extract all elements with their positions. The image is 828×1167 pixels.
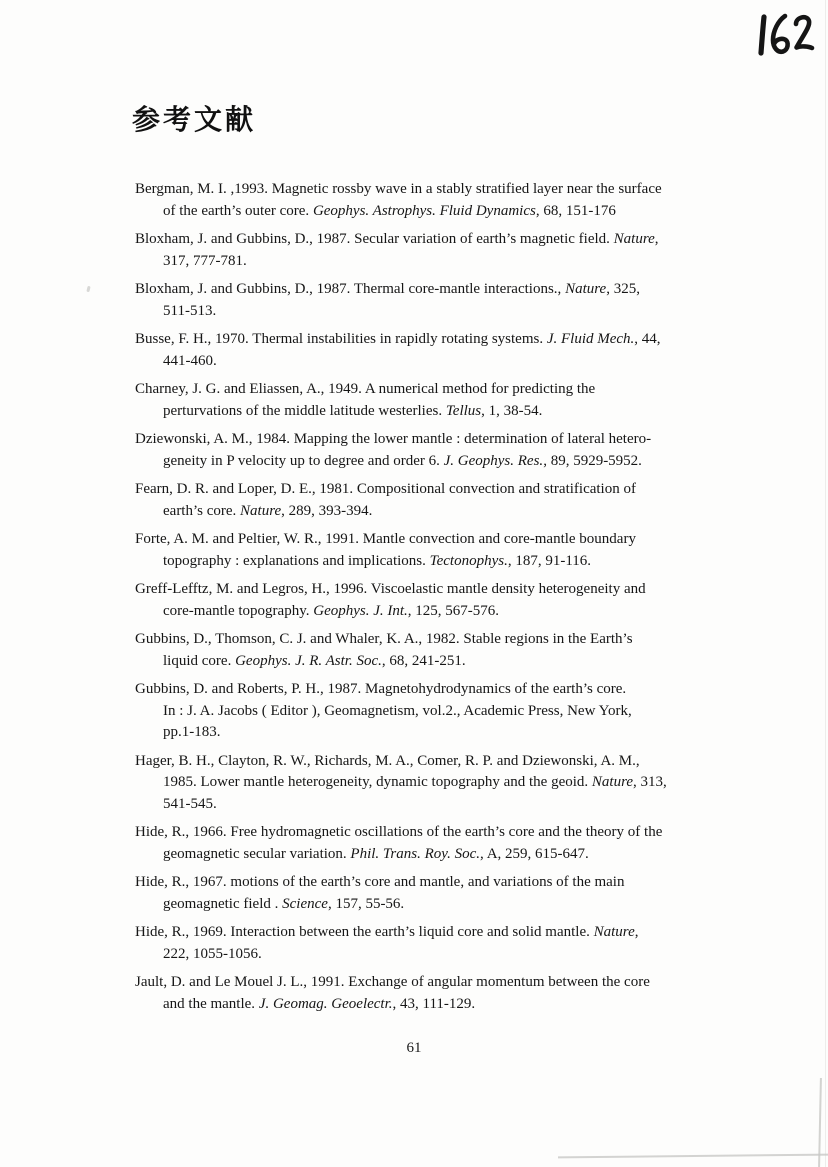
reference-item [135,529,747,572]
reference-text: , 125, 567-576. [407,602,500,619]
reference-line-continuation [163,251,747,273]
reference-text: Fearn, D. R. and Loper, D. E., 1981. Compositional convection and stratification of [135,481,636,497]
reference-text: geneity in P velocity up to degree and order 6. [163,452,444,469]
reference-text: of the earth’s outer core. [163,202,313,219]
reference-item [135,379,747,422]
reference-text: , A, 259, 615-647. [480,845,589,862]
reference-text: , 313, [633,774,667,790]
reference-line-first [135,229,747,251]
reference-text: , 157, 55-56. [327,895,405,912]
reference-item [135,872,747,915]
reference-text: earth’s core. [163,502,241,519]
handwritten-page-number [748,10,820,62]
reference-line-continuation [163,301,747,323]
reference-item [135,279,747,322]
reference-text: Charney, J. G. and Eliassen, A., 1949. A numerical method for predicting the [135,381,596,397]
reference-text: , 44, [634,331,661,347]
journal-name: Nature [240,502,282,519]
reference-text: , [634,924,639,940]
reference-line-continuation [163,794,747,816]
journal-name: Geophys. Astrophys. Fluid Dynamics [312,202,536,219]
scan-artifact-speck [86,286,90,293]
reference-item [135,629,747,672]
reference-text: Gubbins, D. and Roberts, P. H., 1987. Magnetohydrodynamics of the earth’s core. [135,681,627,697]
reference-text: , 1, 38-54. [481,402,543,419]
journal-name: Nature [613,231,655,247]
reference-text: 222, 1055-1056. [163,945,262,962]
reference-text: core-mantle topography. [163,602,314,619]
reference-line-first [135,379,747,401]
reference-text: 317, 777-781. [163,252,247,269]
journal-name: Geophys. J. R. Astr. Soc. [235,652,382,669]
reference-line-first [135,822,747,844]
journal-name: J. Geomag. Geoelectr. [258,995,393,1012]
reference-line-continuation [163,722,747,744]
reference-text: , 43, 111-129. [392,995,476,1012]
reference-text: Jault, D. and Le Mouel J. L., 1991. Exchange of angular momentum between the core [135,974,650,990]
reference-text: , 325, [606,281,640,297]
reference-text: topography : explanations and implications. [163,552,430,569]
reference-item [135,229,747,272]
reference-text: , [654,231,659,247]
reference-line-first [135,479,747,501]
reference-line-first [135,179,747,201]
reference-line-first [135,972,747,994]
reference-line-continuation [163,501,747,523]
scan-artifact-right-edge [825,0,826,1167]
reference-text: liquid core. [163,652,236,669]
journal-name: Nature [593,924,635,940]
reference-line-first [135,329,747,351]
reference-text: , 68, 151-176 [535,202,616,219]
reference-line-continuation [163,894,747,916]
reference-line-continuation [163,401,747,423]
reference-text: Busse, F. H., 1970. Thermal instabilities in rapidly rotating systems. [135,331,547,347]
reference-item [135,179,747,222]
reference-text: Bergman, M. I. ,1993. Magnetic rossby wave in a stably stratified layer near the surface [135,181,662,197]
journal-name: Tectonophys. [429,552,508,569]
reference-line-continuation [163,651,747,673]
reference-text: perturvations of the middle latitude westerlies. [163,402,446,419]
reference-text: Hide, R., 1966. Free hydromagnetic oscillations of the earth’s core and the theory of the [135,824,663,840]
reference-line-continuation [163,601,747,623]
journal-name: Geophys. J. Int. [313,602,408,619]
reference-line-first [135,751,747,773]
reference-text: In : J. A. Jacobs ( Editor ), Geomagnetism, vol.2., Academic Press, New York, [163,702,632,719]
reference-line-continuation [163,701,747,723]
reference-text: Dziewonski, A. M., 1984. Mapping the lower mantle : determination of lateral hetero- [135,431,652,447]
reference-text: 541-545. [163,795,217,812]
reference-line-continuation [163,994,747,1016]
reference-line-continuation [163,844,747,866]
scan-artifact-right-edge-dark [818,1078,822,1167]
reference-text: 1985. Lower mantle heterogeneity, dynamic topography and the geoid. [163,774,592,790]
reference-text: and the mantle. [163,995,259,1012]
reference-text: 441-460. [163,352,217,369]
reference-line-continuation [163,772,747,794]
page-number: 61 [406,1040,422,1056]
reference-line-continuation [163,351,747,373]
reference-item [135,479,747,522]
journal-name: Tellus [445,402,482,419]
reference-line-continuation [163,451,747,473]
journal-name: J. Geophys. Res. [443,452,544,469]
journal-name: Phil. Trans. Roy. Soc. [350,845,481,862]
reference-line-continuation [163,944,747,966]
reference-item [135,679,747,744]
reference-line-first [135,872,747,894]
reference-text: Hager, B. H., Clayton, R. W., Richards, M. A., Comer, R. P. and Dziewonski, A. M., [135,752,640,769]
reference-text: , 289, 393-394. [281,502,373,519]
scan-artifact-bottom-edge [558,1154,828,1159]
reference-line-first [135,529,747,551]
reference-text: 511-513. [163,302,217,319]
reference-line-first [135,922,747,944]
reference-line-first [135,279,747,301]
references-heading: 参考文献 [132,105,257,136]
reference-text: Greff-Lefftz, M. and Legros, H., 1996. Viscoelastic mantle density heterogeneity and [135,581,646,597]
reference-text: Gubbins, D., Thomson, C. J. and Whaler, K. A., 1982. Stable regions in the Earth’s [135,631,633,647]
reference-item [135,429,747,472]
journal-name: Nature [591,774,634,790]
journal-name: Nature [565,281,607,297]
reference-text: geomagnetic field . [163,895,283,912]
reference-line-continuation [163,201,747,223]
reference-text: , 89, 5929-5952. [543,452,642,469]
reference-text: , 68, 241-251. [381,652,466,669]
reference-item [135,579,747,622]
reference-line-first [135,579,747,601]
reference-line-first [135,679,747,701]
reference-list [135,179,747,1022]
reference-text: Forte, A. M. and Peltier, W. R., 1991. Mantle convection and core-mantle boundary [135,531,636,547]
handwritten-162-strokes [748,10,820,62]
reference-line-first [135,629,747,651]
reference-text: Bloxham, J. and Gubbins, D., 1987. Thermal core-mantle interactions., [135,281,566,297]
journal-name: J. Fluid Mech. [546,331,635,347]
reference-text: Hide, R., 1967. motions of the earth’s core and mantle, and variations of the main [135,874,625,890]
journal-name: Science [282,895,328,912]
reference-text: , 187, 91-116. [507,552,592,569]
reference-item [135,751,747,816]
reference-item [135,922,747,965]
reference-text: pp.1-183. [163,724,221,740]
reference-line-continuation [163,551,747,573]
reference-text: Hide, R., 1969. Interaction between the earth’s liquid core and solid mantle. [135,924,594,940]
reference-item [135,822,747,865]
reference-text: Bloxham, J. and Gubbins, D., 1987. Secular variation of earth’s magnetic field. [135,231,614,247]
reference-line-first [135,429,747,451]
reference-item [135,329,747,372]
reference-text: geomagnetic secular variation. [163,845,351,862]
reference-item [135,972,747,1015]
